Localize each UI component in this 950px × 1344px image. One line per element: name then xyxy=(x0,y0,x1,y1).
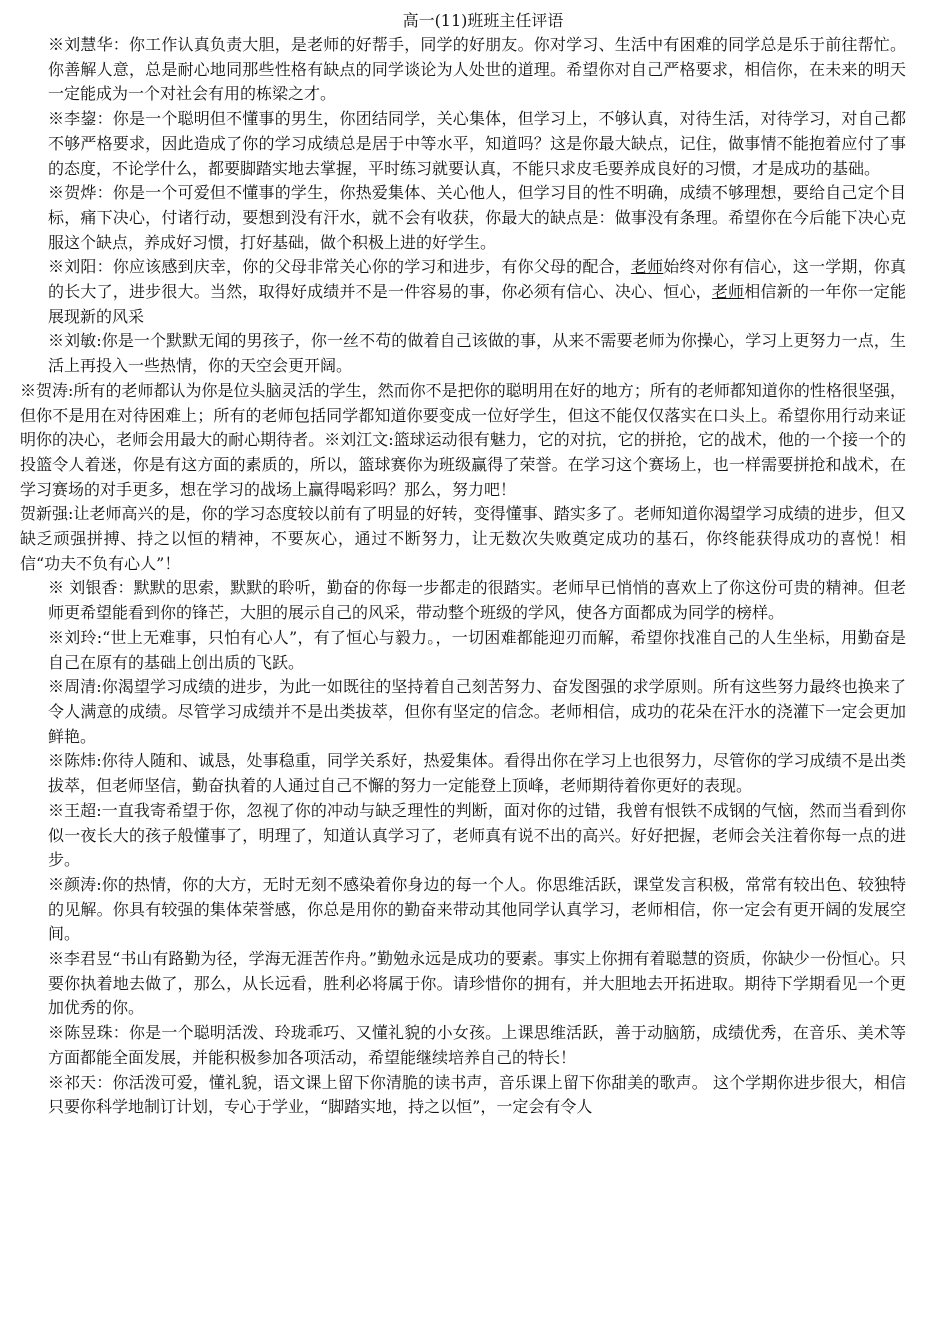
paragraph-text: ※ 刘银香：默默的思索，默默的聆听，勤奋的你每一步都走的很踏实。老师早已悄悄的喜欢上了你这份可贵的精神。但老师更希望能看到你的锋芒，大胆的展示自己的风采，带动整个班级的学风，使各方面都成为同学的榜样。 xyxy=(48,578,906,623)
paragraph-text: ※刘慧华：你工作认真负责大胆，是老师的好帮手，同学的好朋友。你对学习、生活中有困难的同学总是乐于前往帮忙。你善解人意，总是耐心地同那些性格有缺点的同学谈论为人处世的道理。希望你对自己严格要求，相信你，在未来的明天一定能成为一个对社会有用的栋梁之才。 xyxy=(48,35,906,104)
comment-paragraph xyxy=(20,799,906,873)
paragraph-text: ※刘玲:“世上无难事，只怕有心人”，有了恒心与毅力。，一切困难都能迎刃而解，希望你找准自己的人生坐标，用勤奋是自己在原有的基础上创出质的飞跃。 xyxy=(48,627,906,672)
paragraph-text: 相信新的一年你一定能展现新的风采 xyxy=(48,282,906,326)
paragraph-text: ※周清:你渴望学习成绩的进步，为此一如既往的坚持着自己刻苦努力、奋发图强的求学原则。所有这些努力最终也换来了令人满意的成绩。尽管学习成绩并不是出类拔萃，但你有坚定的信念。老师相信，成功的花朵在汗水的浇灌下一定会更加鲜艳。 xyxy=(48,677,906,746)
document-title: 高一(11)班班主任评语 xyxy=(402,11,564,30)
paragraph-text: ※李君昱“书山有路勤为径，学海无涯苦作舟。”勤勉永远是成功的要素。事实上你拥有着聪慧的资质，你缺少一份恒心。只要你执着地去做了，那么，从长远看，胜利必将属于你。请珍惜你的拥有，并大胆地去开拓进取。期待下学期看见一个更加优秀的你。 xyxy=(48,949,906,1018)
paragraph-text: ※颜涛:你的热情，你的大方，无时无刻不感染着你身边的每一个人。你思维活跃，课堂发言积极，常常有较出色、较独特的见解。你具有较强的集体荣誉感，你总是用你的勤奋来带动其他同学认真学习，老师相信，你一定会有更开阔的发展空间。 xyxy=(48,874,906,944)
comment-paragraph xyxy=(20,749,906,798)
paragraph-text: ※李鋆：你是一个聪明但不懂事的男生，你团结同学，关心集体，但学习上，不够认真，对待生活，对待学习，对自己都不够严格要求，因此造成了你的学习成绩总是居于中等水平，知道吗？这是你最大缺点，记住，做事情不能抱着应付了事的态度，不论学什么，都要脚踏实地去掌握，平时练习就要认真，不能只求皮毛要养成良好的习惯，才是成功的基础。 xyxy=(48,109,906,178)
underlined-word: 老师 xyxy=(630,257,664,277)
comment-paragraph xyxy=(20,181,906,255)
paragraph-text: ※祁天：你活泼可爱，懂礼貌，语文课上留下你清脆的读书声，音乐课上留下你甜美的歌声。 这个学期你进步很大，相信只要你科学地制订计划，专心于学业，“脚踏实地，持之以恒”，一定会有令人 xyxy=(48,1072,906,1117)
paragraph-text: ※陈炜:你待人随和、诚恳，处事稳重，同学关系好，热爱集体。看得出你在学习上也很努力，尽管你的学习成绩不是出类拔萃，但老师坚信，勤奋执着的人通过自己不懈的努力一定能登上顶峰，老师期待着你更好的表现。 xyxy=(48,751,906,796)
comment-paragraph xyxy=(20,626,906,675)
paragraph-text: ※刘敏:你是一个默默无闻的男孩子，你一丝不苟的做着自己该做的事，从来不需要老师为你操心，学习上更努力一点，生活上再投入一些热情，你的天空会更开阔。 xyxy=(48,331,906,376)
comment-paragraph xyxy=(20,576,906,625)
paragraph-text: 贺新强:让老师高兴的是，你的学习态度较以前有了明显的好转，变得懂事、踏实多了。老师知道你渴望学习成绩的进步，但又缺乏顽强拼搏、持之以恒的精神，不要灰心，通过不断努力，让无数次失败奠定成功的基石，你终能获得成功的喜悦！相信“功夫不负有心人”！ xyxy=(20,504,906,573)
paragraph-text: ※贺烨：你是一个可爱但不懂事的学生，你热爱集体、关心他人，但学习目的性不明确，成绩不够理想，要给自己定个目标，痛下决心，付诸行动，要想到没有汗水，就不会有收获，你最大的缺点是：做事没有条理。希望你在今后能下决心克服这个缺点，养成好习惯，打好基础，做个积极上进的好学生。 xyxy=(48,183,906,252)
paragraph-text: ※王超:一直我寄希望于你，忽视了你的冲动与缺乏理性的判断，面对你的过错，我曾有恨铁不成钢的气恼，然而当看到你似一夜长大的孩子般懂事了，明理了，知道认真学习了，老师真有说不出的高兴。好好把握，老师会关注着你每一点的进步。 xyxy=(48,800,906,870)
comment-paragraph xyxy=(20,1021,906,1070)
paragraph-text: 始终对你有信心，这一学期，你真的长大了，进步很大。当然，取得好成绩并不是一件容易的事，你必须有信心、决心、恒心， xyxy=(48,257,906,302)
comment-paragraph xyxy=(20,873,906,947)
paragraph-text: ※陈昱珠：你是一个聪明活泼、玲珑乖巧、又懂礼貌的小女孩。上课思维活跃，善于动脑筋，成绩优秀，在音乐、美术等方面都能全面发展，并能积极参加各项活动，希望能继续培养自己的特长！ xyxy=(48,1023,906,1067)
comment-paragraph xyxy=(20,329,906,378)
comment-paragraph xyxy=(20,33,906,107)
comment-paragraph xyxy=(20,675,906,749)
comment-paragraph xyxy=(20,379,906,503)
comment-paragraph xyxy=(20,255,906,329)
comment-paragraph xyxy=(20,107,906,181)
comment-paragraph xyxy=(20,1071,906,1120)
comment-paragraph xyxy=(20,502,906,576)
comment-paragraph xyxy=(20,947,906,1021)
paragraph-text: ※贺涛:所有的老师都认为你是位头脑灵活的学生，然而你不是把你的聪明用在好的地方；所有的老师都知道你的性格很坚强，但你不是用在对待困难上；所有的老师包括同学都知道你要变成一位好学生，但这不能仅仅落实在口头上。希望你用行动来证明你的决心，老师会用最大的耐心期待者。※刘江文:篮球运动很有魅力，它的对抗，它的拼抢，它的战术，他的一个接一个的投篮令人着迷，你是有这方面的素质的，所以，篮球赛你为班级赢得了荣誉。在学习这个赛场上，也一样需要拼抢和战术，在学习赛场的对手更多，想在学习的战场上赢得喝彩吗？那么，努力吧！ xyxy=(20,380,906,499)
underlined-word: 老师 xyxy=(711,282,745,302)
paragraph-text: ※刘阳：你应该感到庆幸，你的父母非常关心你的学习和进步，有你父母的配合， xyxy=(48,257,631,277)
